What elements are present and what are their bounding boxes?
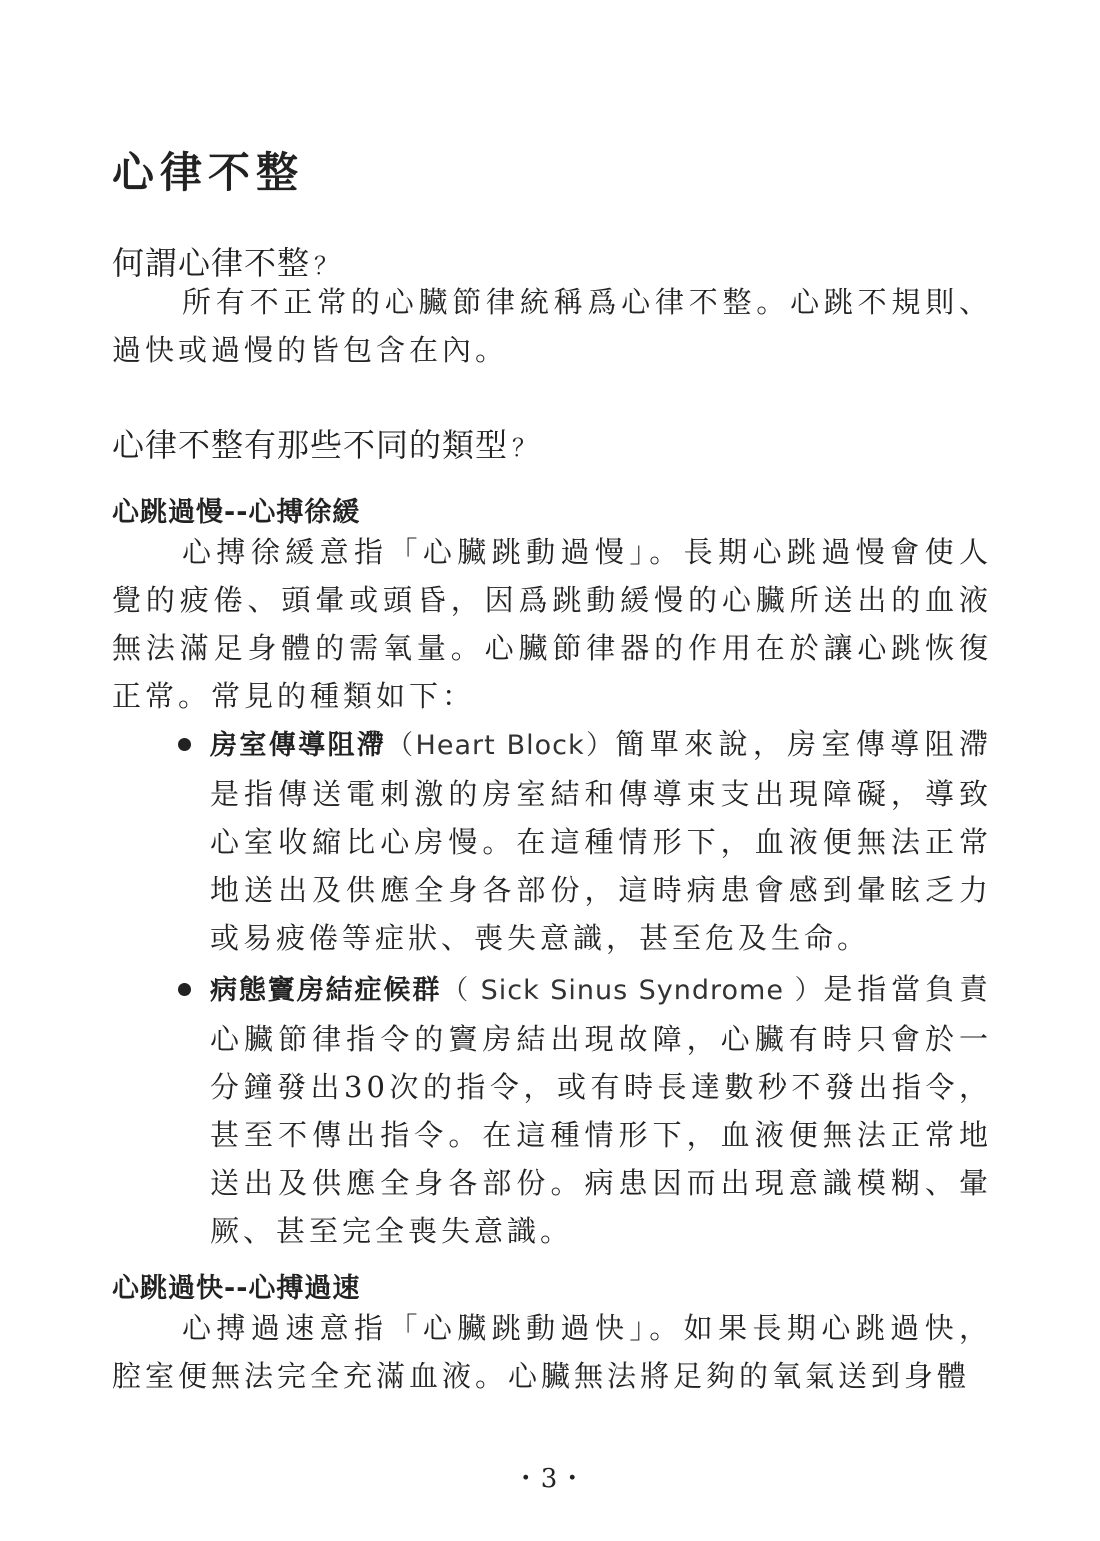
term-english: （ Sick Sinus Syndrome ）	[441, 975, 824, 1006]
heading-types-text: 心律不整有那些不同的類型	[112, 426, 509, 464]
list-item	[112, 720, 992, 962]
heading-types	[112, 420, 537, 466]
list-item	[112, 965, 992, 1255]
heading-what-is-text: 何謂心律不整	[112, 244, 311, 282]
term-heart-block: 房室傳導阻滯	[210, 730, 387, 761]
item-text: 是指當負責心臟節律指令的竇房結出現故障，心臟有時只會於一分鐘發出30次的指令，或有時長達數秒不發出指令，甚至不傳出指令。在這種情形下，血液便無法正常地送出及供應全身各部份。病患因而出現意識模糊、暈厥、甚至完全喪失意識。	[210, 972, 992, 1248]
term-sick-sinus: 病態竇房結症候群	[210, 975, 442, 1006]
question-mark: ？	[512, 434, 538, 462]
item-text: 簡單來說，房室傳導阻滯是指傳送電刺激的房室結和傳導束支出現障礙，導致心室收縮比心房慢。在這種情形下，血液便無法正常地送出及供應全身各部份，這時病患會感到暈眩乏力或易疲倦等症狀、喪失意識，甚至危及生命。	[210, 727, 992, 955]
term-english: （Heart Block）	[386, 730, 616, 761]
bullet-icon	[178, 738, 191, 751]
page-title: 心律不整	[112, 148, 305, 197]
page-number: ・3・	[512, 1464, 588, 1494]
paragraph-definition: 所有不正常的心臟節律統稱爲心律不整。心跳不規則、過快或過慢的皆包含在內。	[112, 285, 992, 367]
heading-bradycardia: 心跳過慢--心搏徐緩	[112, 497, 361, 528]
paragraph-bradycardia: 心搏徐緩意指「心臟跳動過慢」。長期心跳過慢會使人覺的疲倦、頭暈或頭昏，因爲跳動緩慢的心臟所送出的血液無法滿足身體的需氧量。心臟節律器的作用在於讓心跳恢復正常。常見的種類如下：	[112, 535, 992, 713]
paragraph-tachycardia: 心搏過速意指「心臟跳動過快」。如果長期心跳過快，腔室便無法完全充滿血液。心臟無法將足夠的氧氣送到身體	[112, 1311, 992, 1393]
question-mark: ？	[314, 252, 340, 280]
bullet-icon	[178, 983, 191, 996]
bradycardia-types-list	[112, 720, 992, 1258]
heading-tachycardia: 心跳過快--心搏過速	[112, 1273, 361, 1304]
